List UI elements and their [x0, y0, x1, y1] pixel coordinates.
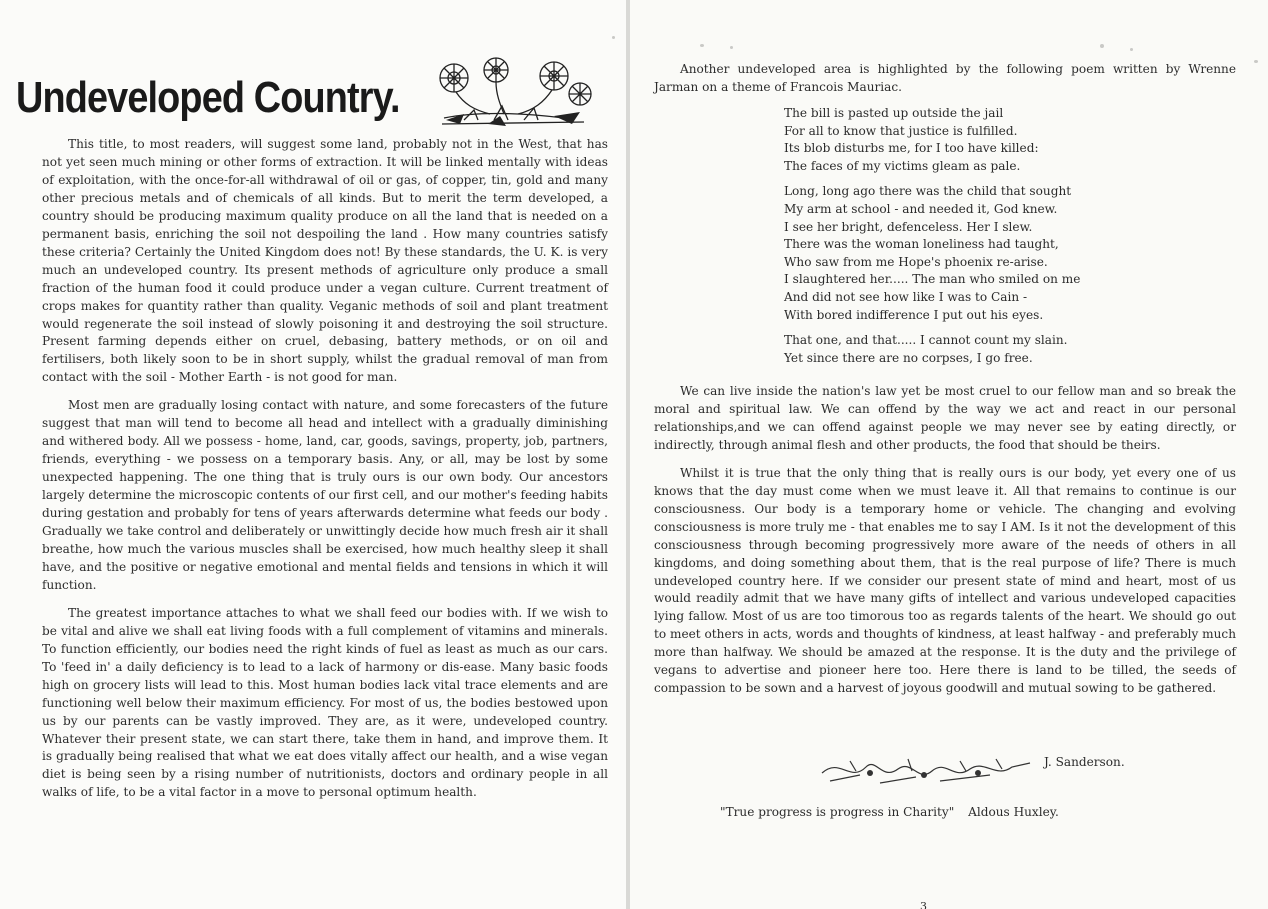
poem-line: The faces of my victims gleam as pale.	[784, 158, 1021, 173]
poem-line: That one, and that..... I cannot count my slain.	[784, 333, 1068, 348]
poem-line: I see her bright, defenceless. Her I slew.	[784, 219, 1033, 234]
author-name: J. Sanderson.	[1044, 755, 1125, 769]
intro-paragraph: Another undeveloped area is highlighted by the following poem written by Wrenne Jarman on a theme of Francois Mauriac.	[654, 62, 1236, 94]
right-intro	[654, 61, 1236, 97]
closing-quote	[720, 805, 1059, 819]
right-column	[654, 383, 1236, 708]
right-page	[630, 0, 1268, 909]
quote-attribution: Aldous Huxley.	[968, 805, 1059, 819]
scan-speck	[700, 44, 704, 47]
poem-line: And did not see how like I was to Cain -	[784, 289, 1028, 304]
decorative-flourish	[820, 753, 1032, 787]
poem-line: My arm at school - and needed it, God knew.	[784, 201, 1058, 216]
poem-stanza-3	[784, 332, 1204, 367]
poem-line: Its blob disturbs me, for I too have killed:	[784, 141, 1039, 156]
right-paragraph-1: We can live inside the nation's law yet be most cruel to our fellow man and so break the moral and spiritual law. We can offend by the way we act and react in our personal relationships,and we can offend against people we may never see by eating directly, or indirectly, through animal flesh and other products, the food that should be theirs.	[654, 384, 1236, 452]
left-paragraph-1: This title, to most readers, will suggest some land, probably not in the West, that has not yet seen much mining or other forms of extraction. It will be linked mentally with ideas of exploitation, with the once-for-all withdrawal of oil or gas, of copper, tin, gold and many other precious metals and of chemicals of all kinds. But to merit the term developed, a country should be producing maximum quality produce on all the land that is needed on a permanent basis, enriching the soil not despoiling the land . How many countries satisfy these criteria? Certainly the United Kingdom does not! By these standards, the U. K. is very much an undeveloped country. Its present methods of agriculture only produce a small fraction of the human food it could produce under a vegan culture. Current treatment of crops makes for quantity rather than quality. Veganic methods of soil and plant treatment would regenerate the soil instead of slowly poisoning it and destroying the soil structure. Present farming depends either on cruel, debasing, battery methods, or on oil and fertilisers, both likely soon to be in short supply, whilst the gradual removal of man from contact with the soil - Mother Earth - is not good for man.	[42, 137, 608, 385]
right-paragraph-2: Whilst it is true that the only thing that is really ours is our body, yet every one of us knows that the day must come when we must leave it. All that remains to continue is our consciousness. Our body is a temporary home or vehicle. The changing and evolving consciousness is more truly me - that enables me to say I AM. Is it not the development of this consciousness through becoming progressively more aware of the needs of others in all kingdoms, and doing something about them, that is the real purpose of life? There is much undeveloped country here. If we consider our present state of mind and heart, most of us would readily admit that we have many gifts of intellect and various undeveloped capacities lying fallow. Most of us are too timorous too as regards talents of the heart. We should go out to meet others in acts, words and thoughts of kindness, at least halfway - and preferably much more than halfway. We should be amazed at the response. It is the duty and the privilege of vegans to advertise and pioneer here too. Here there is land to be tilled, the seeds of compassion to be sown and a harvest of joyous goodwill and mutual sowing to be gathered.	[654, 465, 1236, 696]
poem-line: I slaughtered her..... The man who smiled on me	[784, 272, 1081, 287]
quote-text: "True progress is progress in Charity"	[720, 805, 955, 819]
scan-speck	[730, 46, 733, 49]
left-page	[0, 0, 626, 909]
poem-line: With bored indifference I put out his eyes.	[784, 307, 1044, 322]
poem	[784, 105, 1204, 375]
scan-speck	[612, 36, 615, 39]
left-column	[42, 136, 608, 812]
poem-stanza-1	[784, 105, 1204, 175]
left-paragraph-2: Most men are gradually losing contact with nature, and some forecasters of the future suggest that man will tend to become all head and intellect with a gradually diminishing and withered body. All we possess - home, land, car, goods, savings, property, job, partners, friends, everything - we possess on a temporary basis. Any, or all, may be lost by some unexpected happening. The one thing that is truly ours is our own body. Our ancestors largely determine the microscopic contents of our first cell, and our mother's feeding habits during gestation and probably for tens of years afterwards determine what feeds our body . Gradually we take control and deliberately or unwittingly decide how much fresh air it shall breathe, how much the various muscles shall be exercised, how much healthy sleep it shall have, and the positive or negative emotional and mental fields and tensions in which it will function.	[42, 398, 608, 592]
poem-line: There was the woman loneliness had taught,	[784, 237, 1059, 252]
poem-stanza-2	[784, 183, 1204, 324]
page-number: 3	[920, 900, 927, 909]
signature-row	[820, 753, 1240, 789]
poem-line: Long, long ago there was the child that sought	[784, 184, 1072, 199]
poem-line: For all to know that justice is fulfilled.	[784, 123, 1018, 138]
article-title: Undeveloped Country.	[16, 73, 400, 122]
poem-line: The bill is pasted up outside the jail	[784, 106, 1004, 120]
poem-line: Who saw from me Hope's phoenix re-arise.	[784, 254, 1048, 269]
left-paragraph-3: The greatest importance attaches to what we shall feed our bodies with. If we wish to be vital and alive we shall eat living foods with a full complement of vitamins and minerals. To function efficiently, our bodies need the right kinds of fuel as least as much as our cars. To 'feed in' a daily deficiency is to lead to a lack of harmony or dis-ease. Many basic foods high on grocery lists will lead to this. Most human bodies lack vital trace elements and are functioning well below their maximum efficiency. For most of us, the bodies bestowed upon us by our parents can be vastly improved. They are, as it were, undeveloped country. Whatever their present state, we can start there, take them in hand, and improve them. It is gradually being realised that what we eat does vitally affect our health, and a wise vegan diet is being seen by a rising number of nutritionists, doctors and ordinary people in all walks of life, to be a vital factor in a move to personal optimum health.	[42, 605, 608, 800]
flower-illustration	[434, 54, 594, 130]
poem-line: Yet since there are no corpses, I go free.	[784, 350, 1033, 365]
scan-speck	[1100, 44, 1104, 48]
scan-speck	[1130, 48, 1133, 51]
scan-speck	[1254, 60, 1258, 63]
